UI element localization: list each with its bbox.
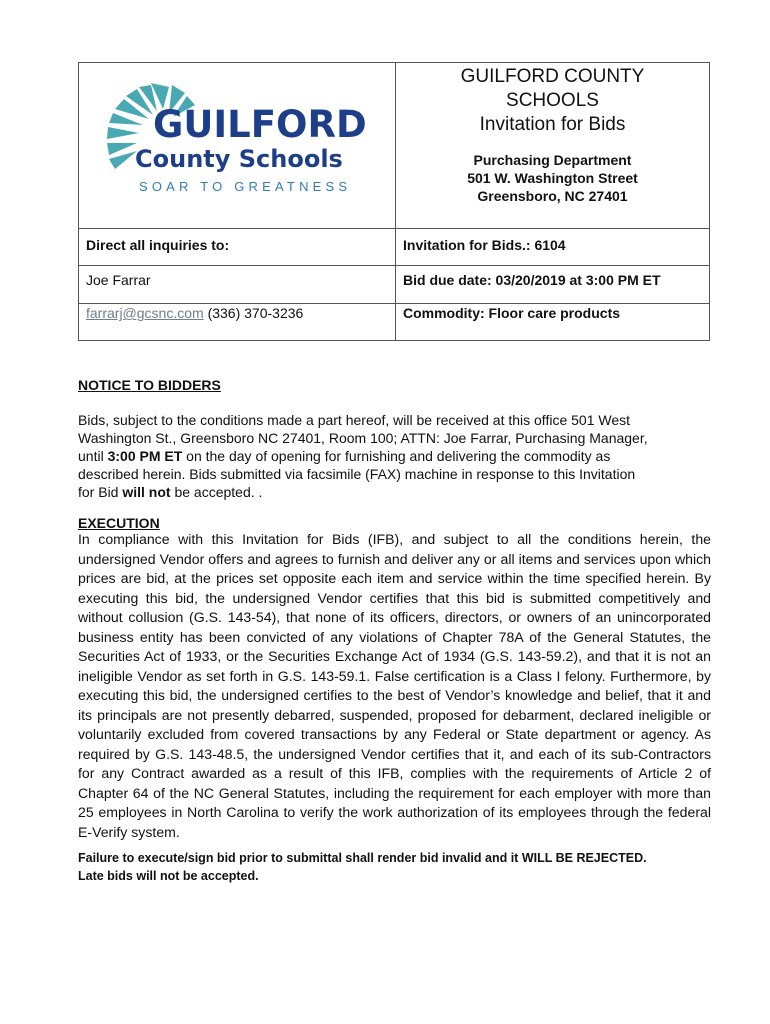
- title-block: [396, 63, 709, 228]
- inquiries-label: Direct all inquiries to:: [86, 237, 230, 253]
- rejection-line: Failure to execute/sign bid prior to submittal shall render bid invalid and it WILL BE REJECTED.: [78, 851, 647, 865]
- row-divider: [79, 228, 709, 229]
- logo-word-guilford: GUILFORD: [153, 103, 367, 146]
- logo-word-county-schools: County Schools: [135, 145, 343, 173]
- notice-line: Bids, subject to the conditions made a part hereof, will be received at this office 501 West: [78, 412, 631, 428]
- title-line: Invitation for Bids: [479, 114, 626, 135]
- title-line: SCHOOLS: [506, 90, 599, 111]
- logo: [79, 63, 395, 228]
- header-table: [78, 62, 710, 341]
- notice-paragraph: [78, 411, 718, 501]
- address-line: Greensboro, NC 27401: [477, 188, 628, 204]
- document-title: [396, 65, 709, 137]
- commodity: Commodity: Floor care products: [403, 305, 621, 321]
- execution-paragraph: In compliance with this Invitation for Bids (IFB), and subject to all the conditions herein, the undersigned Vendor offers and agrees to furnish and deliver any or all items and services upon which prices are bid, at the prices set opposite each item and service within the time specified herein. By executing this bid, the undersigned Vendor certifies that this bid is submitted competitively and without collusion (G.S. 143-54), that none of its officers, directors, or owners of an unincorporated business entity has been convicted of any violations of Chapter 78A of the General Statutes, the Securities Act of 1933, or the Securities Exchange Act of 1934 (G.S. 143-59.2), and that it is not an ineligible Vendor as set forth in G.S. 143-59.1. False certification is a Class I felony. Furthermore, by executing this bid, the undersigned certifies to the best of Vendor’s knowledge and belief, that it and its principals are not presently debarred, suspended, proposed for debarment, declared ineligible or voluntarily excluded from covered transactions by any Federal or State department or agency. As required by G.S. 143-48.5, the undersigned Vendor certifies that it, and each of its sub-Contractors for any Contract awarded as a result of this IFB, complies with the requirements of Article 2 of Chapter 64 of the NC General Statutes, including the requirement for each employer with more than 25 employees in North Carolina to verify the work authorization of its employees through the federal E-Verify system.: [78, 531, 711, 840]
- notice-heading: NOTICE TO BIDDERS: [78, 377, 221, 393]
- contact-name: Joe Farrar: [86, 272, 151, 288]
- contact-info: [86, 305, 303, 321]
- notice-line: described herein. Bids submitted via facsimile (FAX) machine in response to this Invitation: [78, 466, 636, 482]
- bid-due-date: Bid due date: 03/20/2019 at 3:00 PM ET: [403, 272, 661, 288]
- row-divider: [79, 303, 709, 304]
- rejection-notice: [78, 849, 647, 885]
- title-line: GUILFORD COUNTY: [460, 66, 645, 87]
- notice-line: until 3:00 PM ET on the day of opening for furnishing and delivering the commodity as: [78, 448, 611, 464]
- contact-email-link[interactable]: farrarj@gcsnc.com: [86, 305, 204, 321]
- address-line: Purchasing Department: [473, 152, 632, 168]
- logo-sunburst-icon: [79, 63, 395, 228]
- notice-line: Washington St., Greensboro NC 27401, Room 100; ATTN: Joe Farrar, Purchasing Manager,: [78, 430, 648, 446]
- department-address: [396, 151, 709, 205]
- address-line: 501 W. Washington Street: [467, 170, 638, 186]
- row-divider: [79, 265, 709, 266]
- contact-phone: (336) 370-3236: [203, 305, 304, 321]
- logo-tagline: SOAR TO GREATNESS: [139, 179, 352, 194]
- notice-line: for Bid will not be accepted. .: [78, 484, 263, 500]
- execution-heading: EXECUTION: [78, 515, 160, 531]
- invitation-number: Invitation for Bids.: 6104: [403, 237, 566, 253]
- rejection-line: Late bids will not be accepted.: [78, 869, 259, 883]
